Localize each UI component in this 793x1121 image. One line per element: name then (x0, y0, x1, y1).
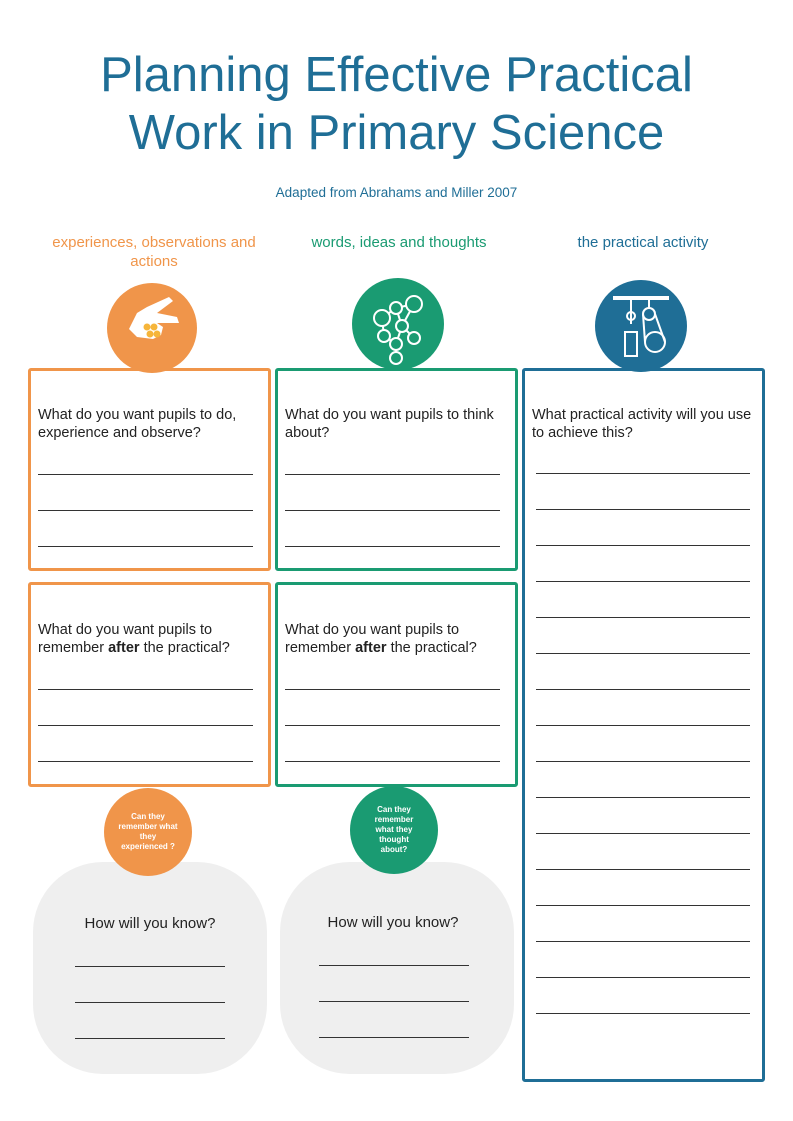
answer-line[interactable] (536, 545, 750, 546)
answer-line[interactable] (38, 546, 253, 547)
answer-line[interactable] (285, 510, 500, 511)
answer-line[interactable] (536, 725, 750, 726)
answer-line[interactable] (536, 905, 750, 906)
answer-line[interactable] (38, 689, 253, 690)
badge-text: Can they remember what they thought about? (374, 805, 414, 854)
remember-experience-badge (104, 788, 192, 876)
answer-line[interactable] (536, 653, 750, 654)
answer-line[interactable] (536, 473, 750, 474)
emphasis-after: after (108, 640, 140, 656)
assessment-area-experiences (33, 862, 267, 1074)
answer-line[interactable] (536, 1013, 750, 1014)
answer-line[interactable] (285, 761, 500, 762)
thinking-remember-box (275, 582, 518, 787)
answer-line[interactable] (75, 966, 225, 967)
answer-line[interactable] (38, 725, 253, 726)
answer-line[interactable] (536, 617, 750, 618)
answer-line[interactable] (536, 977, 750, 978)
answer-line[interactable] (536, 761, 750, 762)
title-line-2: Work in Primary Science (128, 106, 665, 160)
question-text: What do you want pupils to remember (38, 622, 213, 656)
thinking-question: What do you want pupils to think about? (285, 407, 494, 441)
practical-activity-question: What practical activity will you use to achieve this? (532, 407, 752, 441)
answer-line[interactable] (285, 689, 500, 690)
answer-line[interactable] (536, 941, 750, 942)
answer-line[interactable] (319, 1001, 469, 1002)
column-heading-experiences: experiences, observations and actions (52, 234, 256, 270)
answer-line[interactable] (285, 474, 500, 475)
answer-line[interactable] (75, 1038, 225, 1039)
experience-question: What do you want pupils to do, experience and observe? (38, 407, 237, 441)
answer-line[interactable] (536, 833, 750, 834)
emphasis-after: after (355, 640, 387, 656)
page-subtitle: Adapted from Abrahams and Miller 2007 (275, 185, 518, 200)
answer-line[interactable] (536, 689, 750, 690)
answer-line[interactable] (285, 725, 500, 726)
question-text: the practical? (386, 640, 477, 656)
answer-line[interactable] (319, 965, 469, 966)
answer-line[interactable] (38, 761, 253, 762)
molecule-network-icon (352, 278, 444, 370)
page-title (0, 46, 793, 162)
pulley-apparatus-icon (595, 280, 687, 372)
answer-line[interactable] (75, 1002, 225, 1003)
assessment-question: How will you know? (327, 914, 459, 931)
answer-line[interactable] (536, 797, 750, 798)
answer-line[interactable] (536, 581, 750, 582)
pointing-hand-icon (107, 283, 197, 373)
thinking-remember-question (285, 621, 510, 657)
badge-text: Can they remember what they experienced ? (118, 812, 178, 851)
answer-line[interactable] (285, 546, 500, 547)
assessment-question: How will you know? (84, 915, 216, 932)
title-line-1: Planning Effective Practical (100, 48, 693, 102)
answer-line[interactable] (536, 869, 750, 870)
thinking-question-box (275, 368, 518, 571)
answer-line[interactable] (536, 509, 750, 510)
answer-line[interactable] (38, 510, 253, 511)
answer-line[interactable] (38, 474, 253, 475)
answer-line[interactable] (319, 1037, 469, 1038)
column-heading-ideas: words, ideas and thoughts (311, 234, 487, 251)
experience-remember-box (28, 582, 271, 787)
question-text: What do you want pupils to remember (285, 622, 460, 656)
question-text: the practical? (139, 640, 230, 656)
experience-question-box (28, 368, 271, 571)
experience-remember-question (38, 621, 263, 657)
assessment-area-thinking (280, 862, 514, 1074)
column-heading-activity: the practical activity (577, 234, 709, 251)
remember-thoughts-badge (350, 786, 438, 874)
